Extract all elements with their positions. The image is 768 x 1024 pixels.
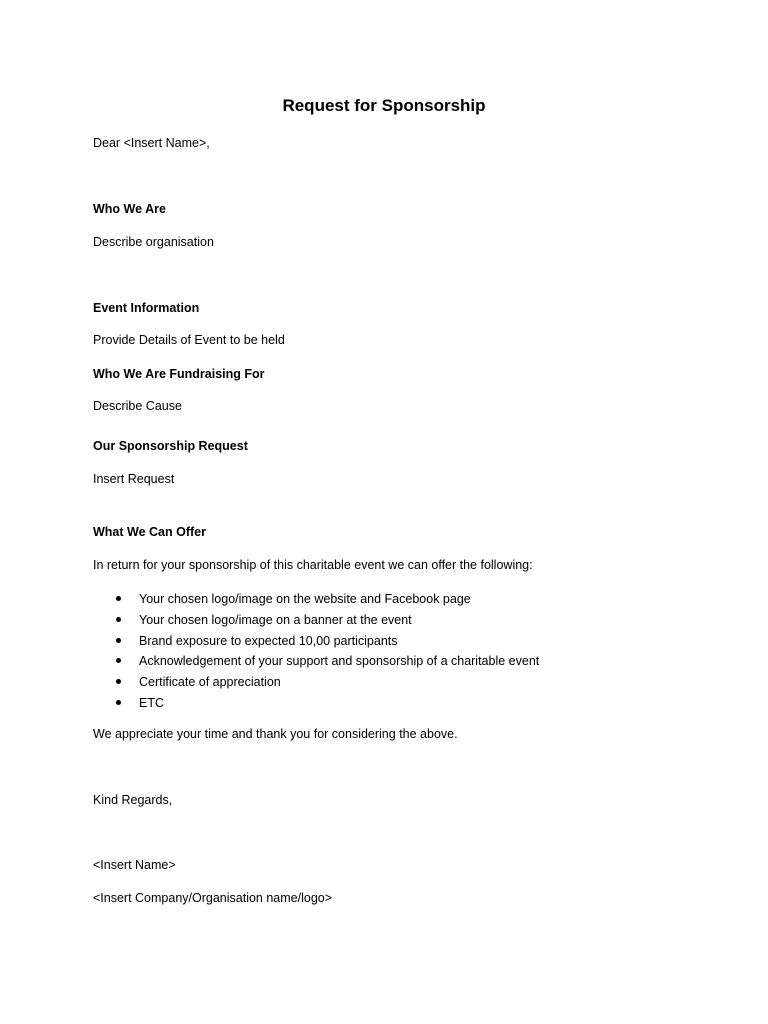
bullet-icon [116, 596, 121, 601]
heading-what-we-can-offer: What We Can Offer [93, 525, 206, 539]
document-title: Request for Sponsorship [282, 96, 486, 115]
signature-company: <Insert Company/Organisation name/logo> [93, 891, 333, 905]
body-event-information: Provide Details of Event to be held [93, 333, 285, 347]
body-sponsorship-request: Insert Request [93, 472, 175, 486]
bullet-icon [116, 638, 121, 643]
list-item: Your chosen logo/image on the website and Facebook page [93, 589, 539, 610]
bullet-icon [116, 617, 121, 622]
offer-list [93, 589, 539, 714]
list-item: Your chosen logo/image on a banner at the event [93, 610, 539, 631]
list-item: ETC [93, 693, 539, 714]
salutation: Dear <Insert Name>, [93, 136, 210, 150]
heading-who-we-are: Who We Are [93, 202, 166, 216]
sign-off: Kind Regards, [93, 793, 173, 807]
bullet-icon [116, 658, 121, 663]
bullet-icon [116, 700, 121, 705]
body-who-we-are: Describe organisation [93, 235, 214, 249]
offer-intro: In return for your sponsorship of this charitable event we can offer the following: [93, 558, 533, 572]
heading-fundraising-for: Who We Are Fundraising For [93, 367, 265, 381]
list-item: Brand exposure to expected 10,00 participants [93, 631, 539, 652]
closing-line: We appreciate your time and thank you for considering the above. [93, 727, 458, 741]
list-item: Acknowledgement of your support and sponsorship of a charitable event [93, 651, 539, 672]
signature-name: <Insert Name> [93, 858, 176, 872]
bullet-icon [116, 679, 121, 684]
body-fundraising-for: Describe Cause [93, 399, 182, 413]
heading-sponsorship-request: Our Sponsorship Request [93, 439, 248, 453]
list-item: Certificate of appreciation [93, 672, 539, 693]
heading-event-information: Event Information [93, 301, 200, 315]
